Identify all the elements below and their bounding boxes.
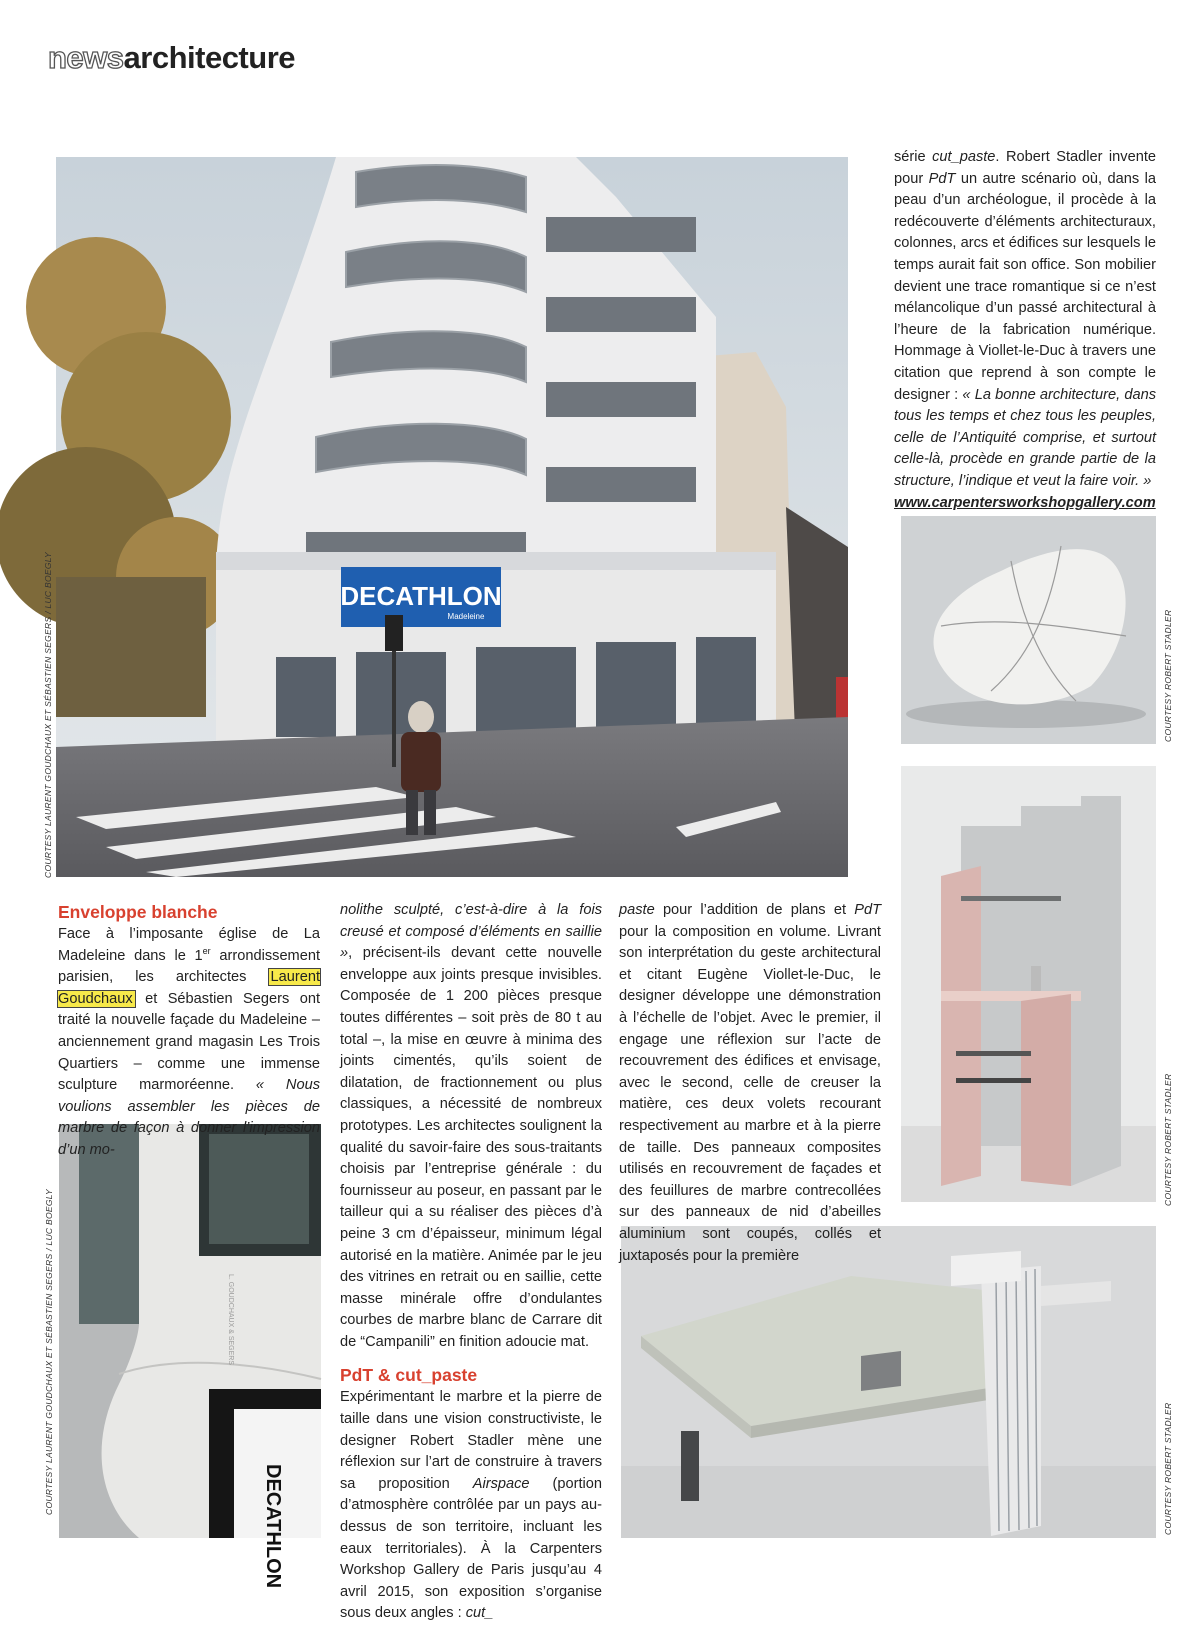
shelf-photo-credit: COURTESY ROBERT STADLER bbox=[1163, 1073, 1173, 1206]
viollet-le-duc-quote: « La bonne architecture, dans tous les temps et chez tous les peuples, celle de l’Antiquité comprise, et surtout celle-là, procède en grande partie de la structure, l’indique et veut la faire voir. » bbox=[894, 386, 1156, 489]
right-top-paragraph: série cut_paste. Robert Stadler invente pour PdT un autre scénario où, dans la peau d’un archéologue, il procède à la redécouverte d’éléments architecturaux, colonnes, arcs et édifices sur lesquels le temps aurait fait son office. Son mobilier devient une trace romantique si ce n’est mélancolique d’un passé architectural à l’heure de la fabrication numérique. Hommage à Viollet-le-Duc à travers une citation que reprend à son compte le designer : « La bonne architecture, dans tous les temps et chez tous les peuples, celle de l’Antiquité comprise, et surtout celle-là, procède en grande partie de la structure, l’indique et veut la faire voir. » bbox=[894, 149, 1156, 489]
stone-photo-credit: COURTESY ROBERT STADLER bbox=[1163, 609, 1173, 742]
shelf-illustration bbox=[901, 766, 1156, 1202]
table-photo bbox=[621, 1226, 1156, 1538]
column-2-paragraph-2: Expérimentant le marbre et la pierre de taille dans une vision constructiviste, le designer Robert Stadler mène une réflexion sur l’art de construire à travers sa proposition Airspace (portion d’atmosphère contrôlée par un pays au-dessus de son territoire, incluant les eaux territoriales). À la Carpenters Workshop Gallery de Paris jusqu’au 4 avril 2015, son exposition s’organise sous deux angles : cut_ bbox=[340, 1389, 602, 1622]
storefront-sign-sub: Madeleine bbox=[447, 612, 485, 621]
column-1 bbox=[58, 900, 320, 1162]
table-illustration bbox=[621, 1226, 1156, 1538]
header-architecture: architecture bbox=[123, 40, 295, 75]
right-top-column bbox=[894, 147, 1156, 514]
section-header bbox=[48, 40, 295, 76]
building-illustration bbox=[56, 157, 848, 877]
engraving-text: L. GOUDCHAUX & SEGERS bbox=[227, 1274, 234, 1366]
header-news: news bbox=[48, 40, 124, 75]
marble-corner-illustration bbox=[59, 1124, 321, 1589]
highlighted-name: Laurent Goudchaux bbox=[58, 969, 320, 1007]
column-2-paragraph: nolithe sculpté, c’est-à-dire à la fois creusé et composé d’éléments en saillie », précisent-ils devant cette nouvelle enveloppe aux joints presque invisibles. Composée de 1 200 pièces presque toutes différentes – soit près de 80 t au total –, la mise en œuvre à minima des joints cimentés, qu’ils soient de dilatation, de fractionnement ou plus classiques, a nécessité de nombreux prototypes. Les architectes soulignent la qualité du savoir-faire des sous-traitants choisis par l’entreprise générale : du fournisseur au poseur, en passant par le tailleur qui a su réaliser des pièces d’à peine 3 cm d’épaisseur, minimum légal autorisé en la matière. Animée par le jeu des vitrines en retrait ou en saillie, cette masse minérale offre d’ondulantes courbes de marbre blanc de Carrare dit de “Campanili” en finition adoucie mat. bbox=[340, 902, 602, 1350]
stone-sculpture-photo bbox=[901, 516, 1156, 744]
section-title-pdt: PdT & cut_paste bbox=[340, 1365, 478, 1386]
main-building-photo bbox=[56, 157, 848, 877]
shelf-unit-photo bbox=[901, 766, 1156, 1202]
corner-sign-text: DECATHLON bbox=[262, 1464, 284, 1589]
storefront-sign: DECATHLON bbox=[340, 581, 502, 611]
corner-photo-credit: COURTESY LAURENT GOUDCHAUX ET SÉBASTIEN SEGERS / LUC BOEGLY bbox=[44, 1189, 54, 1515]
column-3-paragraph: paste pour l’addition de plans et PdT pour la composition en volume. Livrant son interprétation du geste architectural et citant Eugène Viollet-le-Duc, le designer développe une démonstration à l’échelle de l’objet. Avec le premier, il engage une réflexion sur l’acte de recouvrement des édifices et envisage, avec le second, celle de creuser la matière, ces deux volets recourant respectivement au marbre et à la pierre de taille. Des panneaux composites utilisés en recouvrement de façades et des feuillures de marbre contrecollées sur des panneaux de nid d’abeilles aluminium sont coupés, collés et juxtaposés pour la première bbox=[619, 902, 881, 1264]
main-photo-credit: COURTESY LAURENT GOUDCHAUX ET SÉBASTIEN SEGERS / LUC BOEGLY bbox=[43, 552, 53, 878]
section-title-enveloppe: Enveloppe blanche bbox=[58, 902, 218, 922]
stone-illustration bbox=[901, 516, 1156, 744]
column-3 bbox=[619, 900, 881, 1267]
corner-detail-photo bbox=[59, 1124, 321, 1589]
column-2 bbox=[340, 900, 602, 1625]
column-1-paragraph: Face à l’imposante église de La Madeleine dans le 1er arrondissement parisien, les architectes Laurent Goudchaux et Sébastien Segers ont traité la nouvelle façade du Madeleine – anciennement grand magasin Les Trois Quartiers – comme une immense sculpture marmoréenne. « Nous voulions assembler les pièces de marbre de façon à donner l’impression d’un mo- bbox=[58, 926, 321, 1158]
gallery-link[interactable]: www.carpentersworkshopgallery.com bbox=[894, 494, 1156, 511]
table-photo-credit: COURTESY ROBERT STADLER bbox=[1163, 1402, 1173, 1535]
